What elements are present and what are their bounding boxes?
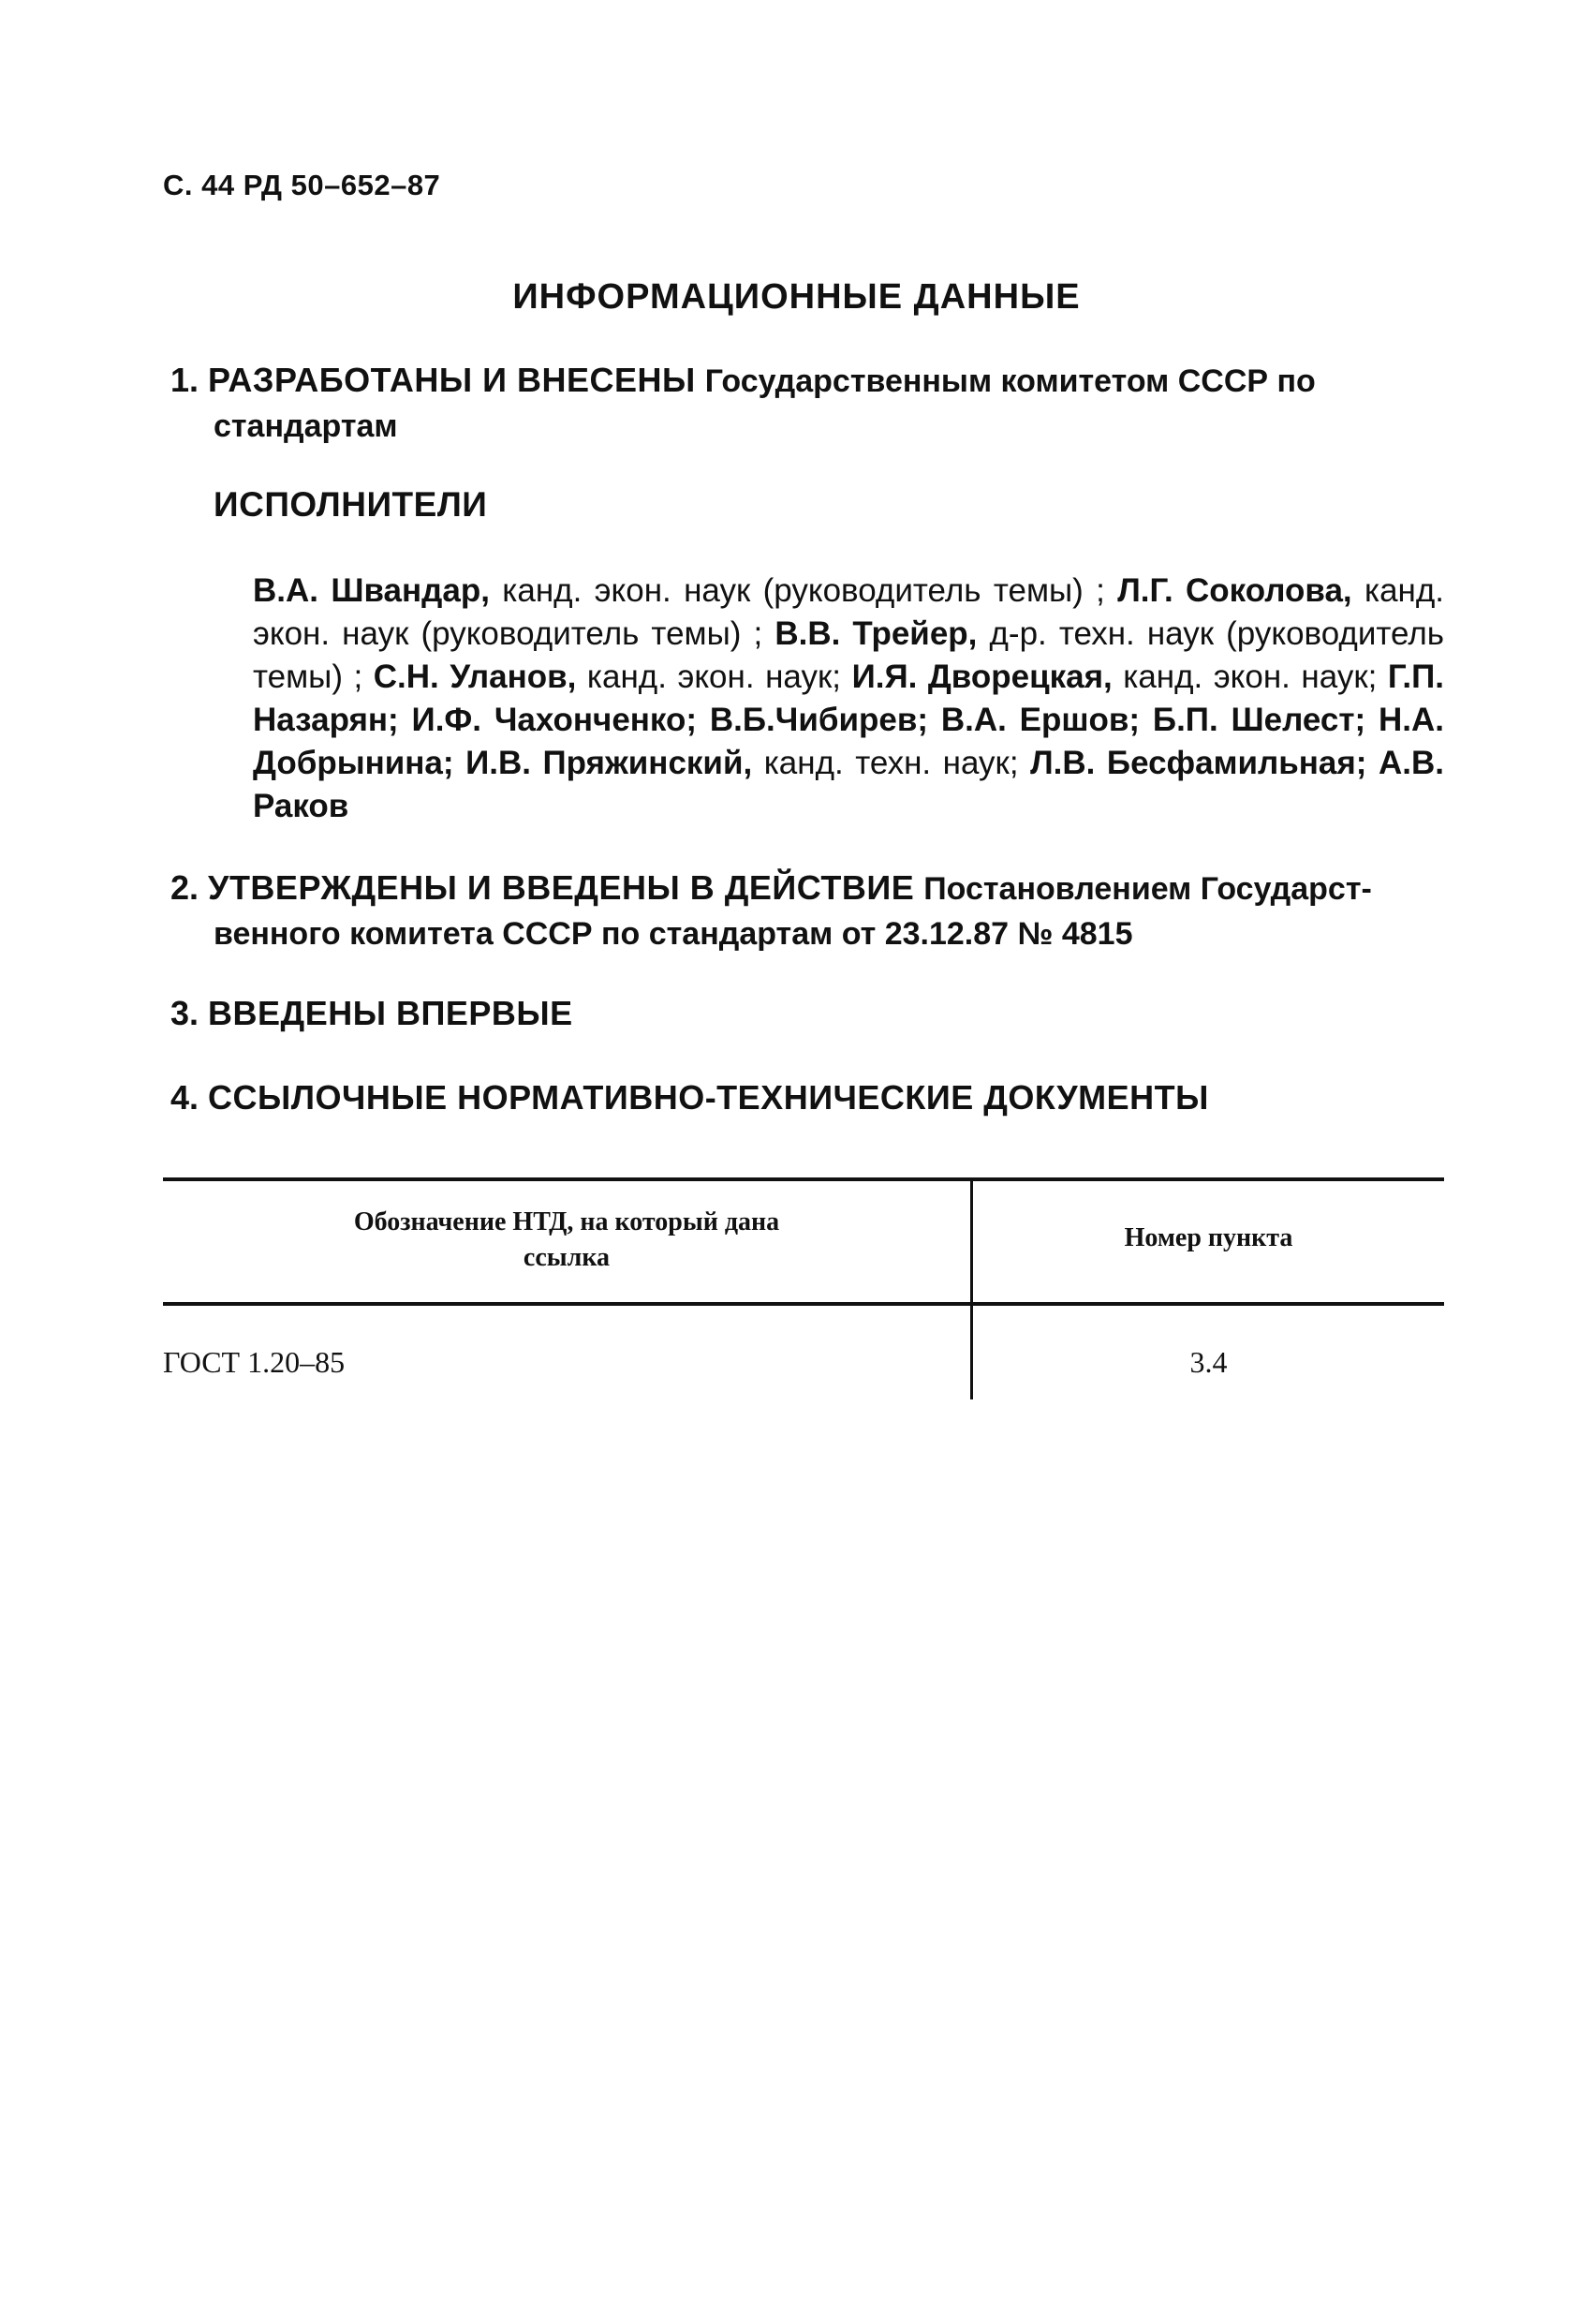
section-3-number: 3. bbox=[170, 994, 199, 1032]
executor-name: Н.А. Добрынина; bbox=[253, 702, 1445, 781]
executors-heading: ИСПОЛНИТЕЛИ bbox=[214, 485, 488, 524]
executor-role bbox=[928, 702, 941, 738]
section-4-heading: ССЫЛОЧНЫЕ НОРМАТИВНО-ТЕХНИЧЕСКИЕ ДОКУМЕНТЫ bbox=[208, 1078, 1209, 1117]
table-header-item-number: Номер пункта bbox=[1124, 1223, 1293, 1252]
table-header-designation-line1: Обозначение НТД, на который дана bbox=[353, 1207, 780, 1236]
executor-role bbox=[399, 702, 412, 738]
table-header-designation-line2: ссылка bbox=[523, 1243, 611, 1272]
section-1-heading: РАЗРАБОТАНЫ И ВНЕСЕНЫ bbox=[208, 361, 696, 399]
table-top-rule bbox=[163, 1177, 1444, 1181]
table-header-designation bbox=[163, 1205, 970, 1276]
section-1-number: 1. bbox=[170, 361, 199, 399]
section-3-heading: ВВЕДЕНЫ ВПЕРВЫЕ bbox=[208, 994, 573, 1032]
executor-name: В.А. Швандар, bbox=[253, 572, 490, 609]
table-cell-item: 3.4 bbox=[1189, 1345, 1228, 1379]
executors-list bbox=[253, 570, 1444, 828]
executor-name: И.В. Пряжинский, bbox=[465, 745, 753, 781]
section-2-continuation: венного комитета СССР по стандартам от 23.12.87 № 4815 bbox=[214, 916, 1133, 952]
executor-name: Б.П. Шелест; bbox=[1152, 702, 1366, 738]
executor-name: И.Я. Дворецкая, bbox=[851, 659, 1113, 695]
section-2-text: Постановлением Государст- bbox=[923, 871, 1372, 907]
document-title: ИНФОРМАЦИОННЫЕ ДАННЫЕ bbox=[512, 277, 1081, 317]
executor-role: д-р. техн. наук (руководитель темы) ; bbox=[253, 615, 1445, 695]
table-header-rule bbox=[163, 1302, 1444, 1306]
executor-name: А.В. Раков bbox=[253, 745, 1444, 824]
executor-name: В.В. Трейер, bbox=[774, 615, 978, 652]
executor-role bbox=[1366, 745, 1379, 781]
executor-name: Л.Г. Соколова, bbox=[1117, 572, 1352, 609]
executor-name: И.Ф. Чахонченко; bbox=[411, 702, 698, 738]
executor-role: канд. экон. наук (руководитель темы) ; bbox=[489, 572, 1118, 609]
section-2-number: 2. bbox=[170, 868, 199, 907]
section-4 bbox=[170, 1075, 1444, 1120]
section-2-heading: УТВЕРЖДЕНЫ И ВВЕДЕНЫ В ДЕЙСТВИЕ bbox=[208, 868, 915, 907]
executor-name: С.Н. Уланов, bbox=[373, 659, 577, 695]
executor-role bbox=[697, 702, 710, 738]
section-1 bbox=[170, 358, 1444, 449]
executor-role: канд. экон. наук; bbox=[576, 659, 852, 695]
executor-role bbox=[1365, 702, 1379, 738]
executor-name: Л.В. Бесфамильная; bbox=[1030, 745, 1367, 781]
executor-role: канд. экон. наук (руководитель темы) ; bbox=[253, 572, 1445, 652]
section-3 bbox=[170, 991, 1444, 1036]
page-header: С. 44 РД 50–652–87 bbox=[163, 169, 441, 201]
executor-role bbox=[1140, 702, 1153, 738]
section-1-continuation: стандартам bbox=[214, 408, 398, 444]
executor-name: В.А. Ершов; bbox=[940, 702, 1141, 738]
section-4-number: 4. bbox=[170, 1078, 199, 1117]
section-1-text: Государственным комитетом СССР по bbox=[704, 363, 1316, 399]
executor-role bbox=[454, 745, 466, 781]
executor-role: канд. экон. наук; bbox=[1112, 659, 1388, 695]
table-cell-doc: ГОСТ 1.20–85 bbox=[163, 1345, 346, 1379]
executor-name: Г.П. Назарян; bbox=[253, 659, 1444, 738]
executor-role: канд. техн. наук; bbox=[752, 745, 1031, 781]
section-2 bbox=[170, 866, 1444, 956]
executor-name: В.Б.Чибирев; bbox=[709, 702, 928, 738]
